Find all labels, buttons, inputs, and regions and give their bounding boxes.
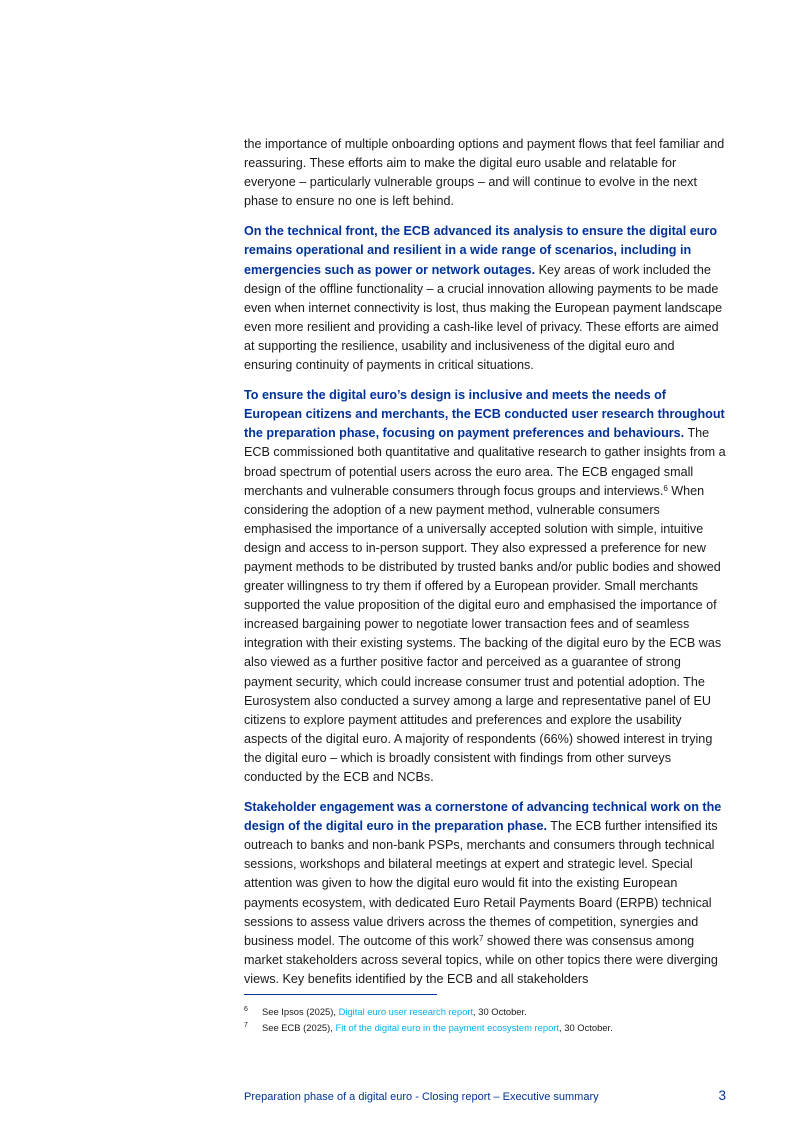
paragraph-lead: Stakeholder engagement was a cornerstone of advancing technical work on the design of the digital euro in the preparation phase. xyxy=(244,800,722,834)
footnote-text xyxy=(262,1004,527,1020)
footnote-6 xyxy=(244,1004,726,1020)
footnote-number: 6 xyxy=(244,1006,248,1013)
paragraph-lead: To ensure the digital euro’s design is inclusive and meets the needs of European citizens and merchants, the ECB conducted user research throughout the preparation phase, focusing on payment preferences and behaviours. xyxy=(244,388,725,441)
footnote-prefix: See Ipsos (2025), xyxy=(262,1006,339,1017)
footnote-divider xyxy=(244,994,437,995)
paragraph-text: Key areas of work included the design of the offline functionality – a crucial innovation allowing payments to be made even when internet connectivity is lost, thus making the European payment landscape even more resilient and providing a cash-like level of privacy. These efforts are aimed at supporting the resilience, usability and inclusiveness of the digital euro and ensuring continuity of payments in critical situations. xyxy=(244,262,723,373)
document-body xyxy=(244,135,726,1000)
paragraph-stakeholder-engagement xyxy=(244,798,726,989)
footnote-number: 7 xyxy=(244,1022,248,1029)
paragraph-text: The ECB commissioned both quantitative and qualitative research to gather insights from a broad spectrum of potential users across the euro area. The ECB engaged small merchants and vulnerable consumers through focus groups and interviews. xyxy=(244,426,726,498)
paragraph-lead: On the technical front, the ECB advanced its analysis to ensure the digital euro remains operational and resilient in a wide range of scenarios, including in emergencies such as power or network outages. xyxy=(244,224,718,277)
page-footer xyxy=(244,1088,726,1103)
paragraph-technical-resilience xyxy=(244,222,726,375)
footnotes xyxy=(244,1004,726,1036)
paragraph-text: the importance of multiple onboarding options and payment flows that feel familiar and reassuring. These efforts aim to make the digital euro usable and relatable for everyone – particularly vulnerable groups – and will continue to evolve in the next phase to ensure no one is left behind. xyxy=(244,137,725,209)
footnote-link-ipsos-report[interactable]: Digital euro user research report xyxy=(338,1006,474,1017)
footnote-suffix: , 30 October. xyxy=(559,1022,613,1033)
footnote-ref-7[interactable]: 7 xyxy=(478,933,484,943)
paragraph-text: The ECB further intensified its outreach to banks and non-bank PSPs, merchants and consumers through technical sessions, workshops and bilateral meetings at expert and strategic level. Special attention was given to how the digital euro would fit into the existing European payments ecosystem, with dedicated Euro Retail Payments Board (ERPB) technical sessions to assess value drivers across the themes of competition, synergies and business model. The outcome of this work xyxy=(244,819,718,948)
paragraph-text: When considering the adoption of a new payment method, vulnerable consumers emphasised the importance of a universally accepted solution with simple, intuitive design and access to in-person support. They also expressed a preference for new payment methods to be distributed by trusted banks and/or public bodies and showed greater willingness to try them if offered by a European provider. Small merchants supported the value proposition of the digital euro and emphasised the importance of increased bargaining power to negotiate lower transaction fees and of seamless integration with their existing systems. The backing of the digital euro by the ECB was also viewed as a further positive factor and perceived as a guarantee of strong payment security, which could increase consumer trust and potential adoption. The Eurosystem also conducted a survey among a large and representative panel of EU citizens to explore payment attitudes and preferences and explore the usability aspects of the digital euro. A majority of respondents (66%) showed interest in trying the digital euro – which is broadly consistent with findings from other surveys conducted by the ECB and NCBs. xyxy=(244,483,722,784)
paragraph-onboarding xyxy=(244,135,726,211)
page-number: 3 xyxy=(718,1088,726,1103)
footnote-suffix: , 30 October. xyxy=(473,1006,527,1017)
footer-title: Preparation phase of a digital euro - Closing report – Executive summary xyxy=(244,1091,599,1103)
footnote-text xyxy=(262,1020,613,1036)
footnote-7 xyxy=(244,1020,726,1036)
footnote-link-ecb-report[interactable]: Fit of the digital euro in the payment ecosystem report xyxy=(335,1022,560,1033)
footnote-ref-6[interactable]: 6 xyxy=(663,483,668,493)
footnote-prefix: See ECB (2025), xyxy=(262,1022,336,1033)
paragraph-user-research xyxy=(244,386,726,787)
paragraph-text: showed there was consensus among market stakeholders across several topics, while on other topics there were diverging views. Key benefits identified by the ECB and all stakeholders xyxy=(244,933,718,986)
